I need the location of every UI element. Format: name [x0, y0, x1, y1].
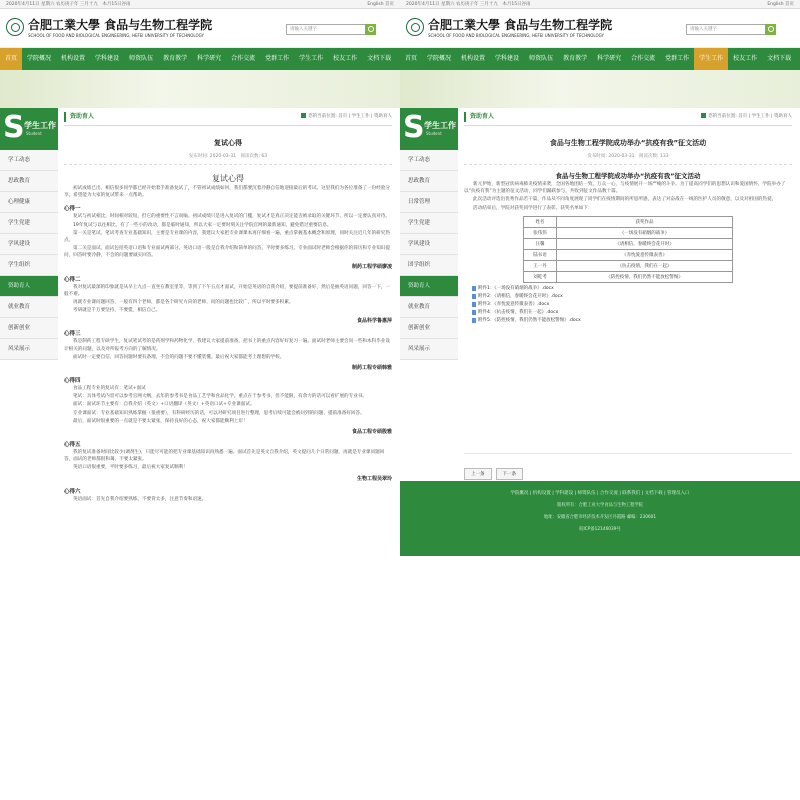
- section-heading: 心得五: [64, 442, 81, 449]
- author-signature: 制药工程学硕廖凌: [351, 263, 392, 270]
- nav-item[interactable]: 教育教学: [163, 55, 188, 62]
- sidebar-item[interactable]: 日常管理: [400, 192, 458, 213]
- main-content: [464, 108, 792, 480]
- paragraph: 我的复试准备时间比较少(调剂生)，只能尽可能的把专业课基础知识再熟悉一遍。面试首先是英文自我介绍，英文提问几个日常问题，再就是专业课问题回答，面试的老师都很和蔼，不要太紧张。: [64, 450, 385, 463]
- section-heading: 心得二: [64, 276, 81, 283]
- nav-item[interactable]: 学科建设: [495, 55, 520, 62]
- article-body-title: 食品与生物工程学院成功举办“抗疫有我”征文活动: [555, 172, 701, 180]
- table-cell: 张伟伟: [524, 227, 557, 238]
- logo-text: [428, 18, 612, 38]
- footer-links[interactable]: 学院概况 | 机构设置 | 学科建设 | 师资队伍 | 合作交流 | 联系我们 | 文档下载 | 管理员入口: [510, 491, 690, 496]
- section-header: [64, 112, 392, 126]
- attachment-link[interactable]: 附件5：《防控疫情，我们仍然不能放松警惕》.docx: [464, 317, 792, 323]
- footer-address: 地址：安徽省合肥市经济技术开发区丹霞路 邮编：230601: [543, 515, 657, 520]
- nav-item[interactable]: 党群工作: [265, 55, 290, 62]
- paragraph: 19年复试与以往相比，有了一些小的改动，都是临时通知，所以大家一定要时刻关注学院官网的最新通知，避免错过重要信息。: [73, 222, 332, 228]
- nav-item[interactable]: 学生工作: [694, 48, 728, 70]
- logo-name-en: SCHOOL OF FOOD AND BIOLOGICAL ENGINEERING, HEFEI UNIVERSITY OF TECHNOLOGY: [28, 33, 204, 38]
- table-row: [524, 249, 733, 260]
- sidebar: [400, 108, 458, 360]
- search-placeholder: 请输入关键字: [690, 27, 717, 32]
- sidebar-item[interactable]: 思政教育: [0, 171, 58, 192]
- article-body-title: 复试心得: [212, 174, 244, 183]
- author-signature: 食品科学鲁惠萍: [356, 318, 392, 325]
- paragraph: 英语面试：首先自我介绍要熟练，不要背太多，注意节奏和语速。: [73, 496, 207, 502]
- sidebar-item[interactable]: 学生党建: [0, 213, 58, 234]
- main-nav: [400, 48, 800, 70]
- sidebar-item[interactable]: 风采展示: [0, 339, 58, 360]
- sidebar-title: 学生工作: [424, 121, 456, 130]
- sidebar-item[interactable]: 学风建设: [0, 234, 58, 255]
- logo-text: [28, 18, 212, 38]
- table-header-row: [524, 216, 733, 227]
- sidebar-item[interactable]: 团学组织: [400, 255, 458, 276]
- sidebar-item[interactable]: 资助育人: [400, 276, 458, 297]
- footer-icp: 皖ICP备12146039号: [579, 527, 621, 532]
- top-bar: [0, 0, 400, 9]
- nav-item[interactable]: 合作交流: [631, 55, 656, 62]
- sidebar: [0, 108, 58, 360]
- top-right-links: [767, 0, 794, 9]
- nav-item[interactable]: 师资队伍: [129, 55, 154, 62]
- paragraph: 第一关是笔试。笔试考查专业基础知识，主要是专业课的内容，我建议大家把专业课课本再仔细看一遍，重点掌握基本概念和原理，同时关注近几年的研究热点。: [64, 230, 390, 244]
- home-link[interactable]: 首页: [785, 2, 794, 7]
- nav-item[interactable]: 机构设置: [61, 55, 86, 62]
- nav-item[interactable]: 首页: [0, 48, 22, 70]
- banner-image: [0, 70, 400, 108]
- sidebar-letter-icon: S: [3, 110, 25, 145]
- top-right-links: [367, 0, 394, 9]
- sidebar-item[interactable]: 就业教育: [0, 297, 58, 318]
- table-cell: 《一场没有硝烟的战争》: [556, 227, 732, 238]
- sidebar-item[interactable]: 思政教育: [400, 171, 458, 192]
- sidebar-item[interactable]: 学工动态: [0, 150, 58, 171]
- author-signature: 生物工程吴翠玲: [356, 475, 392, 482]
- section-heading: 心得四: [64, 378, 81, 385]
- school-logo[interactable]: [6, 18, 212, 38]
- top-bar: [400, 0, 800, 9]
- prev-button[interactable]: 上一条: [464, 468, 492, 480]
- seal-icon: [406, 18, 424, 36]
- sidebar-item[interactable]: 学风建设: [400, 234, 458, 255]
- table-row: [524, 271, 733, 282]
- english-link[interactable]: English: [367, 2, 384, 7]
- sidebar-header: [400, 108, 458, 150]
- paragraph: 英语口语很重要，平时要多练习，最后祝大家复试顺利！: [73, 465, 188, 471]
- award-table: [523, 216, 733, 283]
- home-link[interactable]: 首页: [385, 2, 394, 7]
- paragraph: 专业课面试：专业基础知识熟练掌握（很重要），有科研经历的话，可以对研究项目进行整理，思考后续可能会被问到的问题，提前准备好回答。: [73, 410, 365, 416]
- paragraph: 最后，面试时很重要的一点就是不要太紧张，保持良好的心态，祝大家都能顺利上岸！: [73, 418, 248, 424]
- breadcrumb-text[interactable]: 您的当前位置: 首页 | 学生工作 | 资助育人: [708, 114, 792, 119]
- table-cell: 汪馨: [524, 238, 557, 249]
- author-signature: 制药工程专硕韩雅: [351, 365, 392, 372]
- table-cell: 刘乾考: [524, 271, 557, 282]
- nav-item[interactable]: 校友工作: [333, 55, 358, 62]
- paragraph: 我是制药工程专硕学生，复试笔试考的是药剂学和药物化学，我建议大家提前准备，把书上的重点内容好好复习一遍。面试时老师主要会问一些和本科毕业设计相关的问题，以及对所报考方向的了解情况。: [64, 339, 390, 352]
- breadcrumb: [301, 113, 392, 119]
- home-icon: [701, 113, 706, 118]
- sidebar-item[interactable]: 就业教育: [400, 297, 458, 318]
- nav-item[interactable]: 师资队伍: [529, 55, 554, 62]
- search-input[interactable]: [286, 24, 366, 35]
- nav-item[interactable]: 学院概况: [27, 55, 52, 62]
- home-icon: [301, 113, 306, 118]
- table-row: [524, 238, 733, 249]
- paragraph: 复试与初试相比，时间相对较短，但它的重要性不言而喻。初试成绩只是进入复试的门槛，复试才是真正决定能否被录取的关键环节，所以一定要认真对待。: [73, 214, 390, 220]
- paragraph: 笔试：具体考试内容可以参考官网大纲，去年的参考书是食品工艺学和食品化学，重点在于参考书，但不能限，有余力的话可以看扩展的专业书。: [73, 394, 368, 400]
- logo-name-cn: 合肥工業大學 食品与生物工程学院: [28, 18, 213, 32]
- footer: [400, 481, 800, 556]
- table-row: [524, 227, 733, 238]
- paragraph: 新元伊始，新型冠状病毒肺炎疫情来袭，全国各地团结一致、万众一心，与疫情展开一场严峻的斗争。为了提高同学们的思想认识和爱国情怀，学院举办了以“抗疫有我”为主题的征文活动，同学们踊跃参与，共收到征文作品数十篇。: [464, 182, 786, 195]
- paragraph: 此次活动评选出优秀作品若干篇，作品从不同角度展现了同学们在疫情期间的所思所感，表达了对奋战在一线的医护人员的敬意，以及对祖国的热爱。: [473, 197, 777, 203]
- paragraph: 活动结束后，学院对获奖同学进行了表彰。获奖名单如下：: [473, 205, 593, 211]
- sidebar-subtitle: Student: [426, 131, 442, 136]
- article-meta: 发布时间: 2020-03-31 阅读次数: 133: [464, 153, 792, 165]
- section-heading: 心得六: [64, 488, 81, 495]
- table-cell: 王一丹: [524, 260, 557, 271]
- search-icon[interactable]: [365, 24, 376, 35]
- search-icon[interactable]: [765, 24, 776, 35]
- attachment-link[interactable]: 附件4：《抗击疫情，我们在一起》.docx: [464, 309, 792, 315]
- sidebar-item[interactable]: 创新创业: [400, 318, 458, 339]
- attachment-link[interactable]: 附件1：《一场没有硝烟的战争》.docx: [464, 285, 792, 291]
- nav-item[interactable]: 文档下载: [767, 55, 792, 62]
- paragraph: 面试时一定要自信，回答问题时要有条理，不会的问题不要不懂装懂。最后祝大家都能考上理想的学校。: [73, 354, 285, 360]
- search-placeholder: 请输入关键字: [290, 27, 317, 32]
- banner-image: [400, 70, 800, 108]
- date-text: 2020年4月11日 星期六 农历庚子年 三月十九 本月15日谷雨: [406, 2, 531, 7]
- nav-item[interactable]: 合作交流: [231, 55, 256, 62]
- section-label: 资助育人: [64, 112, 94, 122]
- nav-item[interactable]: 机构设置: [461, 55, 486, 62]
- header: [400, 9, 800, 48]
- nav-item[interactable]: 首页: [405, 55, 418, 62]
- nav-item[interactable]: 文档下载: [367, 55, 392, 62]
- breadcrumb: [701, 113, 792, 119]
- header: [0, 9, 400, 48]
- main-content: [64, 108, 392, 503]
- table-cell: 《防控疫情，我们仍然不能放松警惕》: [556, 271, 732, 282]
- attachment-link[interactable]: 附件2：《请相信，春暖终会花开时》.docx: [464, 293, 792, 299]
- search-input[interactable]: [686, 24, 766, 35]
- table-header-cell: 获奖作品: [556, 216, 732, 227]
- pager: [464, 453, 792, 480]
- paragraph: 第二关是面试。面试包括英语口语和专业面试两部分。英语口语一般是自我介绍和简单的问答，平时要多练习。专业面试时老师会根据你的简历和专业知识提问，回答时要冷静，不会的问题要诚实回答。: [64, 246, 390, 259]
- english-link[interactable]: English: [767, 2, 784, 7]
- main-nav: [0, 48, 400, 70]
- article-title: 复试心得: [214, 139, 242, 147]
- logo-name-en: SCHOOL OF FOOD AND BIOLOGICAL ENGINEERING, HEFEI UNIVERSITY OF TECHNOLOGY: [428, 33, 604, 38]
- paragraph: 面试：面试环节主要有：自我介绍（英文）+口语翻译（英文）+英语口试+专业课面试。: [73, 402, 255, 408]
- paragraph: 我对复试最深的印象就是从早上九点一直坐在教室里等，等到了下午五点才面试，开始是英语的自我介绍，要提前准备好，然后是抽英语问题，回答一下，一般不难。: [64, 284, 390, 297]
- table-header-cell: 姓名: [524, 216, 557, 227]
- table-row: [524, 260, 733, 271]
- table-cell: 《抗击疫情，我们在一起》: [556, 260, 732, 271]
- sidebar-item[interactable]: 学生组织: [0, 255, 58, 276]
- nav-item[interactable]: 学院概况: [427, 55, 452, 62]
- next-button[interactable]: 下一条: [496, 468, 524, 480]
- sidebar-title: 学生工作: [24, 121, 56, 130]
- table-cell: 《请相信，春暖终会花开时》: [556, 238, 732, 249]
- nav-item[interactable]: 学科建设: [95, 55, 120, 62]
- section-heading: 心得一: [64, 206, 81, 213]
- school-logo[interactable]: [406, 18, 612, 38]
- sidebar-item[interactable]: 风采展示: [400, 339, 458, 360]
- sidebar-subtitle: Student: [26, 131, 42, 136]
- table-cell: 《赤忱爱意传微表善》: [556, 249, 732, 260]
- paragraph: 再就专业课问题回答，一般有四个老师，都是各个研究方向的老师，问的问题也比较广，所以平时要多积累。: [73, 300, 294, 306]
- sidebar-item[interactable]: 资助育人: [0, 276, 58, 297]
- nav-item[interactable]: 科学研究: [197, 55, 222, 62]
- nav-item[interactable]: 科学研究: [597, 55, 622, 62]
- sidebar-letter-icon: S: [403, 110, 425, 145]
- nav-item[interactable]: 校友工作: [733, 55, 758, 62]
- nav-item[interactable]: 教育教学: [563, 55, 588, 62]
- section-heading: 心得三: [64, 331, 81, 338]
- breadcrumb-text[interactable]: 您的当前位置: 首页 | 学生工作 | 资助育人: [308, 114, 392, 119]
- screenshot-right: [400, 0, 800, 800]
- author-signature: 食品工程专硕殷雅: [351, 429, 392, 436]
- nav-item[interactable]: 学生工作: [299, 55, 324, 62]
- table-cell: 陆书语: [524, 249, 557, 260]
- article-title: 食品与生物工程学院成功举办“抗疫有我”征文活动: [549, 139, 707, 147]
- section-label: 资助育人: [464, 112, 494, 122]
- paragraph: 食品工程专业的复试有：笔试+面试: [73, 386, 146, 392]
- paragraph: 考研就是千万要坚持，不要慌，相信自己。: [73, 308, 161, 314]
- footer-copyright: 版权所有：合肥工业大学食品与生物工程学院: [557, 503, 643, 508]
- sidebar-list: [0, 150, 58, 360]
- seal-icon: [6, 18, 24, 36]
- attachment-link[interactable]: 附件3：《赤忱爱意传微表善》.docx: [464, 301, 792, 307]
- sidebar-item[interactable]: 创新创业: [0, 318, 58, 339]
- nav-item[interactable]: 党群工作: [665, 55, 690, 62]
- article-meta: 发布时间: 2020-03-31 阅读次数: 63: [64, 153, 392, 165]
- intro-paragraph: 初试成绩已出，相信很多同学都已经开始着手准备复试了，不管初试成绩如何，我们都要沉着冷静自信地迎接最后的考试。这里我们为各位准备了一份经验分享，希望能为大家的复试带来一点帮助。: [64, 186, 390, 199]
- sidebar-list: [400, 150, 458, 360]
- sidebar-item[interactable]: 心理健康: [0, 192, 58, 213]
- sidebar-item[interactable]: 学工动态: [400, 150, 458, 171]
- sidebar-header: [0, 108, 58, 150]
- section-header: [464, 112, 792, 126]
- logo-name-cn: 合肥工業大學 食品与生物工程学院: [428, 18, 613, 32]
- date-text: 2020年4月11日 星期六 农历庚子年 三月十九 本月15日谷雨: [6, 2, 131, 7]
- sidebar-item[interactable]: 学生党建: [400, 213, 458, 234]
